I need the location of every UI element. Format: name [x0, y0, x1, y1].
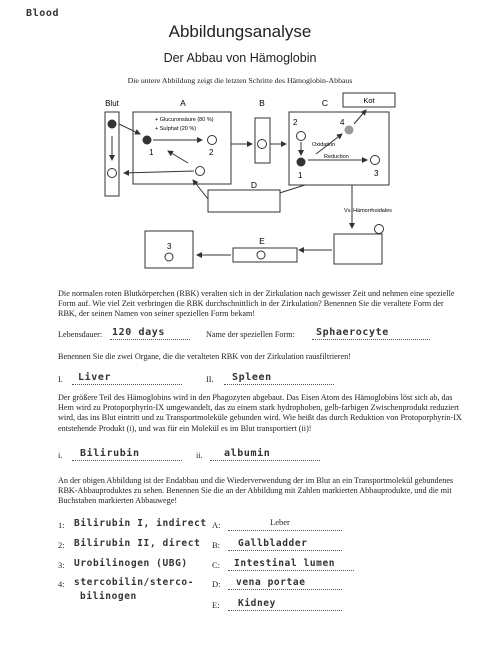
lifespan-label: Lebensdauer:: [58, 330, 103, 339]
label-blut: Blut: [105, 99, 119, 108]
svg-text:E: E: [259, 236, 265, 246]
answer-2[interactable]: Bilirubin II, direct: [74, 538, 201, 549]
product-i-answer[interactable]: Bilirubin: [80, 448, 140, 459]
q1-text: Die normalen roten Blutkörperchen (RBK) veralten sich in der Zirkulation nach gewisser Zeit und nehmen eine spezielle Form auf. Wie viel Zeit verbringen die RBK durchschnittlich in der Zirkulation? Benennen Sie die veraltete Form der RBK, der seinen Namen von seiner speziellen Form bekam!: [58, 289, 455, 319]
answer-4[interactable]: stercobilin/sterco-: [74, 577, 195, 588]
label-a: A: [180, 98, 186, 108]
form-label: Name der speziellen Form:: [206, 330, 295, 339]
label-c: C: [321, 98, 329, 108]
answer-4-continued[interactable]: bilinogen: [80, 591, 137, 602]
svg-text:Vv. Hämorrhoidales: Vv. Hämorrhoidales: [344, 208, 392, 214]
svg-text:4: 4: [340, 118, 345, 127]
oxidation-label: Oxidation: [312, 142, 336, 148]
organ-i-answer[interactable]: Liver: [78, 372, 112, 383]
hemoglobin-degradation-diagram: [0, 88, 480, 283]
intro-text: Die untere Abbildung zeigt die letzten Schritte des Hämoglobin-Abbaus: [127, 76, 353, 85]
corner-note: Blood: [26, 8, 60, 19]
answer-a[interactable]: Leber: [270, 517, 290, 527]
answer-e[interactable]: Kidney: [238, 598, 276, 609]
svg-text:1: 1: [149, 148, 154, 157]
reduction-label: Reduction: [324, 154, 349, 160]
haemorrhoidal-vein-box: [334, 234, 382, 264]
answer-3[interactable]: Urobilinogen (UBG): [74, 558, 188, 569]
organ-ii-answer[interactable]: Spleen: [232, 372, 272, 383]
answer-d[interactable]: vena portae: [236, 577, 306, 588]
lifespan-answer[interactable]: 120 days: [112, 327, 165, 338]
svg-text:3: 3: [167, 242, 172, 251]
svg-text:D: D: [250, 180, 258, 190]
form-answer[interactable]: Sphaerocyte: [316, 327, 389, 338]
box-d-portal-vein: [208, 190, 280, 212]
svg-text:Kot: Kot: [363, 96, 375, 105]
product-ii-answer[interactable]: albumin: [224, 448, 271, 459]
bilirubin-dot-blood: [108, 120, 117, 129]
q3-text: Der größere Teil des Hämoglobins wird in den Phagozyten abgebaut. Das Eisen Atom des Hämoglobins löst sich ab, das Hem wird zu Protoporphyrin-IX umgewandelt, das zu einem stark hydrophoben, gelb-farbigen Zwischenprodukt reduziert wird, das ins Blut eintritt und zu Transportmoleküle gebunden wird. Wie heißt das durch Reduktion von Protoporphyrin-IX entstehende Produkt (i), und was für ein Molekül es im Blut transportiert (ii)!: [58, 393, 462, 433]
label-b: B: [259, 98, 265, 108]
svg-text:2: 2: [209, 148, 214, 157]
empty-circle-blood: [108, 169, 117, 178]
answer-1[interactable]: Bilirubin I, indirect: [74, 518, 207, 529]
svg-text:1: 1: [298, 171, 303, 180]
q2-text: Benennen Sie die zwei Organe, die die veralteten RBK von der Zirkulation rausfiltrieren!: [58, 352, 351, 361]
page-title: Abbildungsanalyse: [168, 22, 312, 41]
page-subtitle: Der Abbau von Hämoglobin: [163, 51, 317, 65]
svg-text:2: 2: [293, 118, 298, 127]
q4-text: An der obigen Abbildung ist der Endabbau und die Wiederverwendung der im Blut an ein Transportmolekül gebundenes RBK-Abbauproduktes zu sehen. Benennen Sie die an der Abbildung mit Zahlen markierten Abbauprodukte, und die mit Buchstaben markierten Abbauwege!: [58, 476, 454, 506]
glucuron-text: + Glucuronsäure (80 %): [155, 117, 214, 123]
sulphat-text: + Sulphat (20 %): [155, 126, 197, 132]
svg-text:3: 3: [374, 169, 379, 178]
answer-b[interactable]: Gallbladder: [238, 538, 308, 549]
answer-c[interactable]: Intestinal lumen: [234, 558, 336, 569]
